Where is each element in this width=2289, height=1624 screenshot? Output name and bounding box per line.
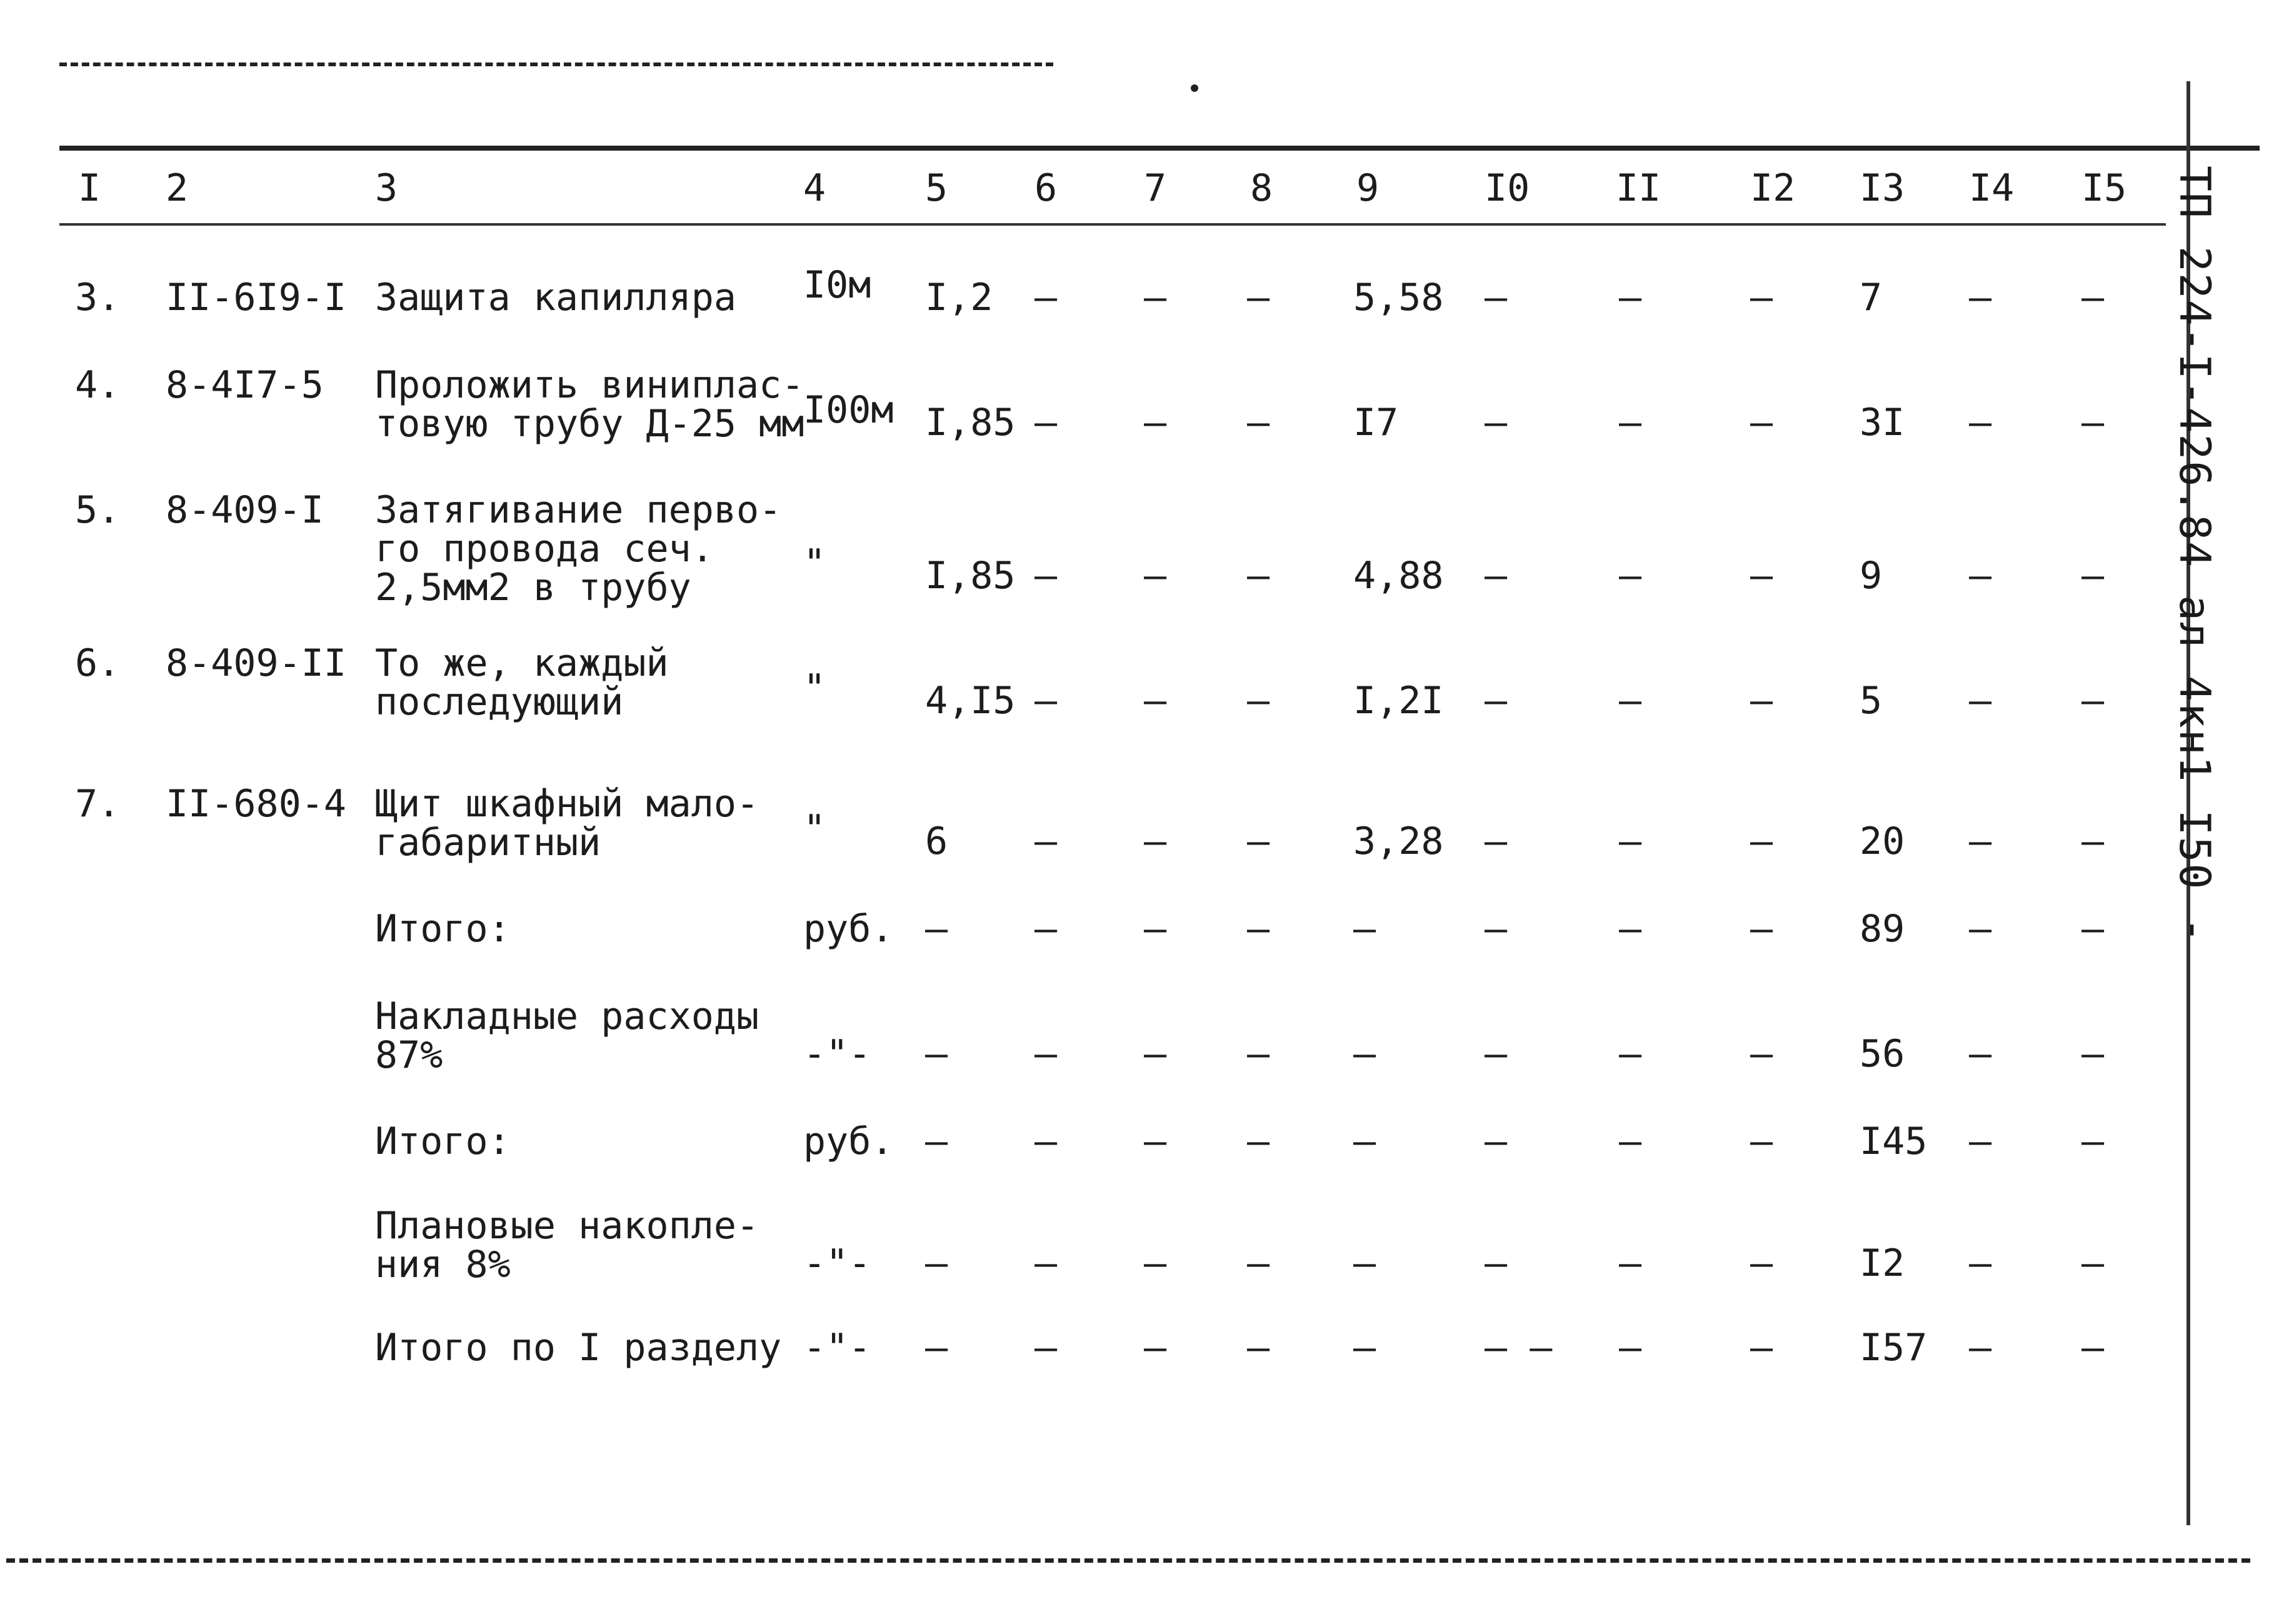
price-code: II-680-4 (166, 782, 346, 826)
summary-c9: – (1353, 1032, 1376, 1076)
value-c13: 20 (1860, 820, 1905, 863)
value-c14: – (1969, 401, 1992, 444)
top-dashed-rule (59, 63, 1053, 66)
value-c11: – (1619, 401, 1642, 444)
summary-c9: – (1353, 1241, 1376, 1285)
value-c9: I7 (1353, 401, 1399, 444)
document-stamp: ТП 224-I-426.84 ал 4кн1 I50 - (2170, 166, 2219, 945)
column-number: 4 (803, 166, 826, 210)
value-c5: I,85 (925, 401, 1016, 444)
value-c10: – (1485, 276, 1508, 319)
summary-c8: – (1247, 1120, 1270, 1163)
summary-c8: – (1247, 1326, 1270, 1370)
work-name: То же, каждый последующий (375, 641, 669, 724)
value-c7: – (1144, 820, 1167, 863)
summary-unit: руб. (803, 907, 894, 951)
value-c12: – (1750, 820, 1773, 863)
summary-c7: – (1144, 1032, 1167, 1076)
summary-c13: 56 (1860, 1032, 1905, 1076)
value-c10: – (1485, 679, 1508, 723)
work-name: Проложить виниплас- товую трубу Д-25 мм (375, 363, 804, 446)
value-c13: 3I (1860, 401, 1905, 444)
value-c14: – (1969, 820, 1992, 863)
value-c8: – (1247, 679, 1270, 723)
value-c15: – (2081, 554, 2105, 598)
summary-c7: – (1144, 1326, 1167, 1370)
value-c6: – (1034, 276, 1058, 319)
value-c11: – (1619, 276, 1642, 319)
column-number: I0 (1485, 166, 1530, 210)
summary-c10: – (1485, 1032, 1508, 1076)
value-c8: – (1247, 276, 1270, 319)
summary-c6: – (1034, 1326, 1058, 1370)
column-number: I5 (2081, 166, 2127, 210)
column-number: 8 (1250, 166, 1273, 210)
summary-c14: – (1969, 1241, 1992, 1285)
value-c15: – (2081, 401, 2105, 444)
summary-c15: – (2081, 1120, 2105, 1163)
value-c15: – (2081, 679, 2105, 723)
summary-name: Итого по I разделу (375, 1326, 782, 1370)
summary-c13: I45 (1860, 1120, 1928, 1163)
header-top-rule (59, 146, 2260, 151)
summary-unit: руб. (803, 1120, 894, 1163)
summary-c8: – (1247, 1032, 1270, 1076)
summary-unit: -"- (803, 1241, 871, 1285)
column-number: 9 (1356, 166, 1380, 210)
summary-unit: -"- (803, 1326, 871, 1370)
summary-c10: – (1485, 1120, 1508, 1163)
summary-c11: – (1619, 1032, 1642, 1076)
summary-c8: – (1247, 1241, 1270, 1285)
value-c11: – (1619, 820, 1642, 863)
value-c13: 5 (1860, 679, 1883, 723)
value-c9: 4,88 (1353, 554, 1444, 598)
summary-c14: – (1969, 1326, 1992, 1370)
unit: I0м (803, 263, 871, 307)
summary-c7: – (1144, 1241, 1167, 1285)
summary-c13: I57 (1860, 1326, 1928, 1370)
value-c15: – (2081, 276, 2105, 319)
value-c5: I,85 (925, 554, 1016, 598)
unit: " (803, 541, 826, 585)
unit: " (803, 666, 826, 710)
summary-c9: – (1353, 1120, 1376, 1163)
value-c8: – (1247, 401, 1270, 444)
row-number: 3. (75, 276, 121, 319)
value-c9: 3,28 (1353, 820, 1444, 863)
summary-c6: – (1034, 1241, 1058, 1285)
stray-dot (1191, 84, 1198, 92)
summary-name: Итого: (375, 1120, 511, 1163)
summary-c5: – (925, 1241, 948, 1285)
value-c13: 9 (1860, 554, 1883, 598)
summary-c12: – (1750, 1326, 1773, 1370)
summary-c10: – (1485, 1241, 1508, 1285)
value-c6: – (1034, 554, 1058, 598)
summary-c10: – – (1485, 1326, 1553, 1370)
summary-c6: – (1034, 1120, 1058, 1163)
summary-c11: – (1619, 1120, 1642, 1163)
summary-c11: – (1619, 1326, 1642, 1370)
value-c14: – (1969, 679, 1992, 723)
summary-c14: – (1969, 1032, 1992, 1076)
work-name: Защита капилляра (375, 276, 736, 319)
summary-c12: – (1750, 907, 1773, 951)
column-number: 2 (166, 166, 189, 210)
value-c11: – (1619, 679, 1642, 723)
summary-c8: – (1247, 907, 1270, 951)
summary-c7: – (1144, 907, 1167, 951)
value-c10: – (1485, 401, 1508, 444)
column-number: I3 (1860, 166, 1905, 210)
value-c14: – (1969, 554, 1992, 598)
summary-name: Плановые накопле- ния 8% (375, 1204, 759, 1286)
summary-c6: – (1034, 1032, 1058, 1076)
unit: " (803, 807, 826, 851)
value-c10: – (1485, 820, 1508, 863)
column-number: 6 (1034, 166, 1058, 210)
value-c12: – (1750, 679, 1773, 723)
value-c10: – (1485, 554, 1508, 598)
value-c5: 4,I5 (925, 679, 1016, 723)
summary-c15: – (2081, 1326, 2105, 1370)
price-code: II-6I9-I (166, 276, 346, 319)
column-number: 5 (925, 166, 948, 210)
value-c12: – (1750, 554, 1773, 598)
column-number: II (1616, 166, 1661, 210)
value-c7: – (1144, 679, 1167, 723)
column-number: 3 (375, 166, 398, 210)
row-number: 4. (75, 363, 121, 407)
summary-c13: 89 (1860, 907, 1905, 951)
summary-c15: – (2081, 1032, 2105, 1076)
column-number: I2 (1750, 166, 1796, 210)
summary-c12: – (1750, 1032, 1773, 1076)
value-c5: I,2 (925, 276, 993, 319)
summary-c11: – (1619, 907, 1642, 951)
summary-c14: – (1969, 1120, 1992, 1163)
summary-c9: – (1353, 907, 1376, 951)
summary-name: Накладные расходы 87% (375, 995, 759, 1077)
row-number: 5. (75, 488, 121, 532)
value-c8: – (1247, 554, 1270, 598)
value-c7: – (1144, 554, 1167, 598)
value-c6: – (1034, 679, 1058, 723)
value-c7: – (1144, 276, 1167, 319)
summary-c5: – (925, 1120, 948, 1163)
column-number: I (78, 166, 101, 210)
column-number: I4 (1969, 166, 2015, 210)
value-c7: – (1144, 401, 1167, 444)
summary-c9: – (1353, 1326, 1376, 1370)
row-number: 7. (75, 782, 121, 826)
value-c9: I,2I (1353, 679, 1444, 723)
work-name: Затягивание перво- го провода сеч. 2,5мм2 в трубу (375, 488, 782, 609)
price-code: 8-409-I (166, 488, 324, 532)
work-name: Щит шкафный мало- габаритный (375, 782, 759, 865)
value-c12: – (1750, 276, 1773, 319)
price-code: 8-409-II (166, 641, 346, 685)
summary-c13: I2 (1860, 1241, 1905, 1285)
summary-name: Итого: (375, 907, 511, 951)
summary-c7: – (1144, 1120, 1167, 1163)
column-number: 7 (1144, 166, 1167, 210)
value-c6: – (1034, 401, 1058, 444)
value-c6: – (1034, 820, 1058, 863)
unit: I00м (803, 388, 894, 432)
value-c15: – (2081, 820, 2105, 863)
summary-c5: – (925, 1326, 948, 1370)
value-c5: 6 (925, 820, 948, 863)
row-number: 6. (75, 641, 121, 685)
value-c11: – (1619, 554, 1642, 598)
summary-c6: – (1034, 907, 1058, 951)
header-bottom-rule (59, 223, 2166, 226)
summary-c15: – (2081, 907, 2105, 951)
summary-c11: – (1619, 1241, 1642, 1285)
summary-c5: – (925, 1032, 948, 1076)
summary-c14: – (1969, 907, 1992, 951)
price-code: 8-4I7-5 (166, 363, 324, 407)
summary-c5: – (925, 907, 948, 951)
summary-c12: – (1750, 1241, 1773, 1285)
summary-c10: – (1485, 907, 1508, 951)
value-c12: – (1750, 401, 1773, 444)
bottom-dashed-rule (6, 1558, 2250, 1563)
value-c14: – (1969, 276, 1992, 319)
summary-c12: – (1750, 1120, 1773, 1163)
value-c13: 7 (1860, 276, 1883, 319)
value-c8: – (1247, 820, 1270, 863)
value-c9: 5,58 (1353, 276, 1444, 319)
summary-c15: – (2081, 1241, 2105, 1285)
summary-unit: -"- (803, 1032, 871, 1076)
